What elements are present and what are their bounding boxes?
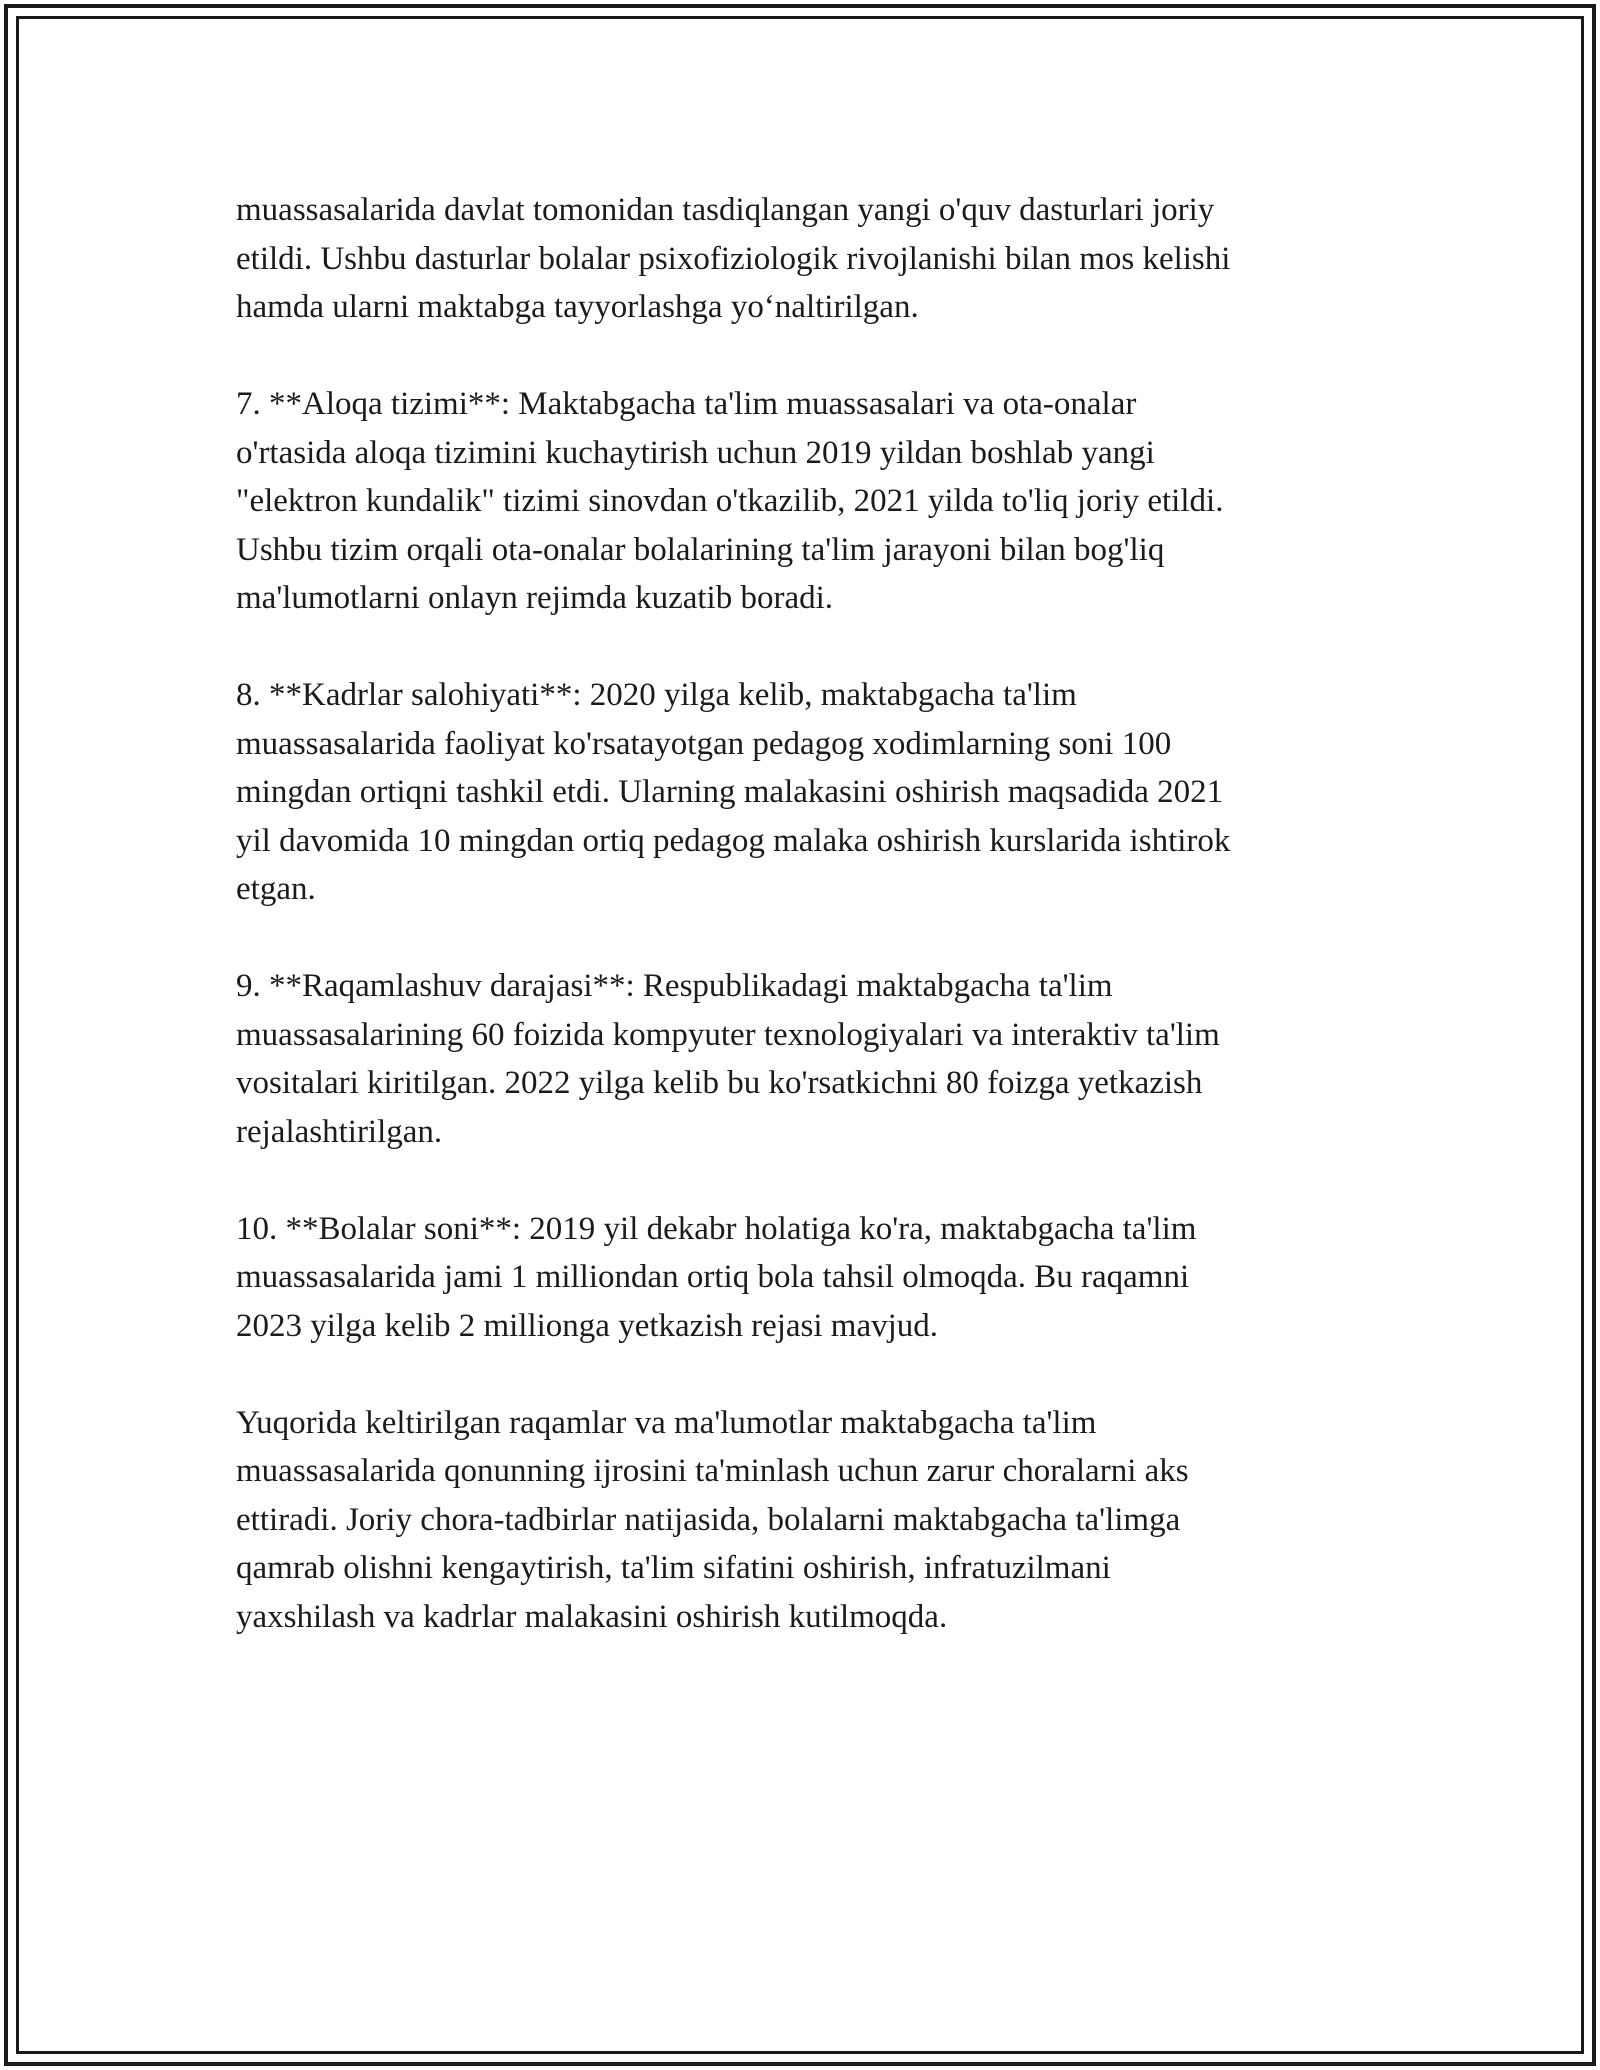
paragraph-communication-system: 7. **Aloqa tizimi**: Maktabgacha ta'lim muassasalari va ota-onalar o'rtasida aloqa tizimini kuchaytirish uchun 2019 yildan boshlab yangi "elektron kundalik" tizimi sinovdan o'tkazilib, 2021 yilda to'liq joriy etildi. Ushbu tizim orqali ota-onalar bolalarining ta'lim jarayoni bilan bog'liq ma'lumotlarni onlayn rejimda kuzatib boradi.: [236, 386, 1224, 616]
paragraph-children-count: 10. **Bolalar soni**: 2019 yil dekabr holatiga ko'ra, maktabgacha ta'lim muassasalarida jami 1 milliondan ortiq bola tahsil olmoqda. Bu raqamni 2023 yilga kelib 2 millionga yetkazish rejasi mavjud.: [236, 1210, 1197, 1344]
paragraph-conclusion: Yuqorida keltirilgan raqamlar va ma'lumotlar maktabgacha ta'lim muassasalarida qonunning ijrosini ta'minlash uchun zarur choralarni aks ettiradi. Joriy chora-tadbirlar natijasida, bolalarni maktabgacha ta'limga qamrab olishni kengaytirish, ta'lim sifatini oshirish, infratuzilmani yaxshilash va kadrlar malakasini oshirish kutilmoqda.: [236, 1404, 1189, 1635]
paragraph-curriculum: muassasalarida davlat tomonidan tasdiqlangan yangi o'quv dasturlari joriy etildi. Ushbu dasturlar bolalar psixofiziologik rivojlanishi bilan mos kelishi hamda ularni maktabga tayyorlashga yo‘naltirilgan.: [236, 192, 1231, 325]
document-body: [236, 186, 1356, 1690]
paragraph-digitalization: 9. **Raqamlashuv darajasi**: Respublikadagi maktabgacha ta'lim muassasalarining 60 foizida kompyuter texnologiyalari va interaktiv ta'lim vositalari kiritilgan. 2022 yilga kelib bu ko'rsatkichni 80 foizga yetkazish rejalashtirilgan.: [236, 968, 1220, 1150]
paragraph-staff-potential: 8. **Kadrlar salohiyati**: 2020 yilga kelib, maktabgacha ta'lim muassasalarida faoliyat ko'rsatayotgan pedagog xodimlarning soni 100 mingdan ortiqni tashkil etdi. Ularning malakasini oshirish maqsadida 2021 yil davomida 10 mingdan ortiq pedagog malaka oshirish kurslarida ishtirok etgan.: [236, 677, 1231, 907]
